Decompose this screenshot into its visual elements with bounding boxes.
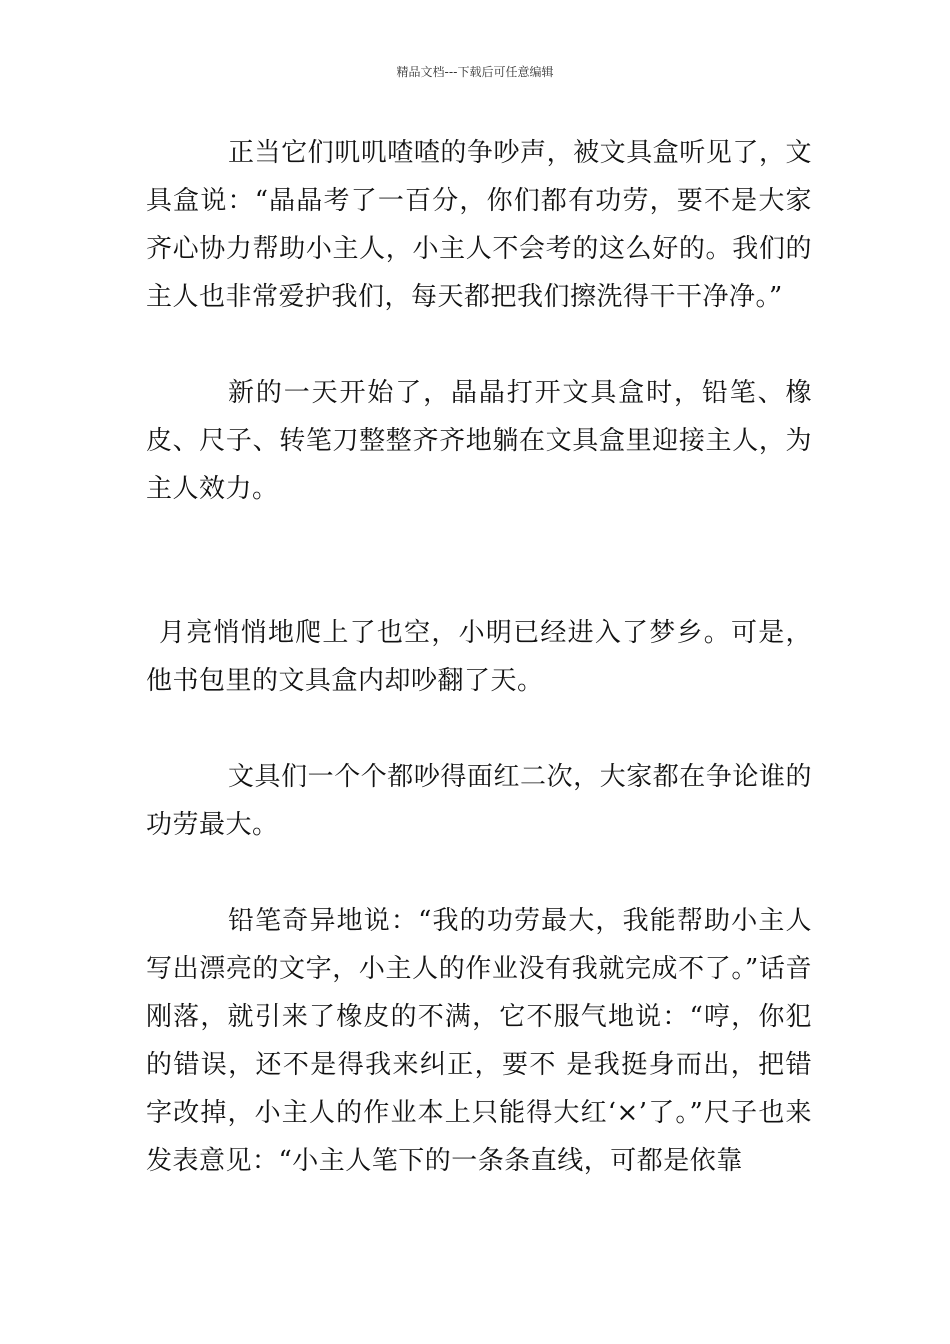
document-body xyxy=(146,129,812,1185)
paragraph-2: 新的一天开始了，晶晶打开文具盒时，铅笔、橡皮、尺子、转笔刀整整齐齐地躺在文具盒里迎接主人，为主人效力。 xyxy=(146,378,812,504)
paragraph-3: 月亮悄悄地爬上了也空，小明已经进入了梦乡。可是，他书包里的文具盒内却吵翻了天。 xyxy=(146,618,812,696)
paragraph-4: 文具们一个个都吵得面红二次，大家都在争论谁的功劳最大。 xyxy=(146,762,812,840)
paragraph-5: 铅笔奇异地说：“我的功劳最大，我能帮助小主人写出漂亮的文字，小主人的作业没有我就完成不了。”话音刚落，就引来了橡皮的不满，它不服气地说：“哼，你犯的错误，还不是得我来纠正，要不 是我挺身而出，把错字改掉，小主人的作业本上只能得大红‘×’了。”尺子也来发表意见：“小主人笔下的一条条直线，可都是依靠 xyxy=(146,906,812,1176)
paragraph-1: 正当它们叽叽喳喳的争吵声，被文具盒听见了，文具盒说：“晶晶考了一百分，你们都有功劳，要不是大家齐心协力帮助小主人，小主人不会考的这么好的。我们的主人也非常爱护我们，每天都把我们擦洗得干干净净。” xyxy=(146,138,812,312)
page-header: 精品文档---下载后可任意编辑 xyxy=(396,65,554,79)
